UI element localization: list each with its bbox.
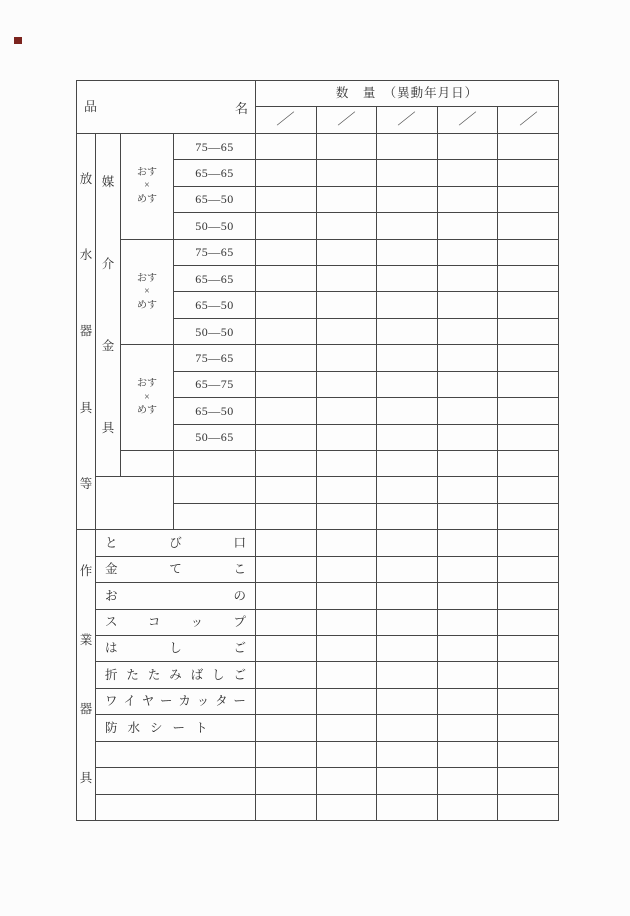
quantity-cell <box>256 636 317 662</box>
quantity-cell <box>498 689 559 715</box>
quantity-cell <box>438 610 499 636</box>
quantity-cell <box>438 795 499 821</box>
char: ワ <box>105 694 118 709</box>
char: ー <box>160 694 173 709</box>
char: 防 <box>105 720 118 735</box>
quantity-cell <box>377 160 438 186</box>
quantity-cell <box>377 266 438 292</box>
quantity-cell <box>317 768 378 794</box>
char: コ <box>147 615 161 630</box>
quantity-cell <box>498 266 559 292</box>
quantity-cell <box>498 240 559 266</box>
char: ッ <box>190 615 204 630</box>
size-cell: 75—65 <box>174 240 256 266</box>
char: 器 <box>79 702 93 717</box>
char: 具 <box>79 400 93 415</box>
quantity-cell <box>498 451 559 477</box>
tool-name-cell <box>96 795 256 821</box>
quantity-cell <box>256 240 317 266</box>
quantity-cell <box>256 689 317 715</box>
quantity-cell <box>377 530 438 556</box>
quantity-cell <box>498 557 559 583</box>
char: 媒 <box>101 174 115 189</box>
char: 水 <box>79 248 93 263</box>
quantity-cell <box>317 662 378 688</box>
char: 介 <box>101 256 115 271</box>
char: 具 <box>101 421 115 436</box>
char: こ <box>233 562 246 577</box>
tool-name-cell <box>96 583 256 609</box>
slash-mark: ／ <box>518 111 538 128</box>
etc-merged-cell <box>96 477 174 530</box>
char: み <box>169 667 182 682</box>
quantity-date-header: 数 量 （異動年月日） <box>256 81 559 107</box>
date-slash-cell <box>498 107 559 133</box>
quantity-cell <box>377 795 438 821</box>
char: 金 <box>105 562 118 577</box>
quantity-cell <box>256 134 317 160</box>
char: ご <box>233 667 246 682</box>
quantity-cell <box>438 134 499 160</box>
size-cell: 75—65 <box>174 134 256 160</box>
char: し <box>169 641 182 656</box>
tool-name-cell <box>96 768 256 794</box>
size-cell: 50—65 <box>174 425 256 451</box>
quantity-cell <box>498 504 559 530</box>
char: て <box>169 562 182 577</box>
tool-name-cell <box>96 530 256 556</box>
tool-name-cell <box>96 557 256 583</box>
quantity-cell <box>498 134 559 160</box>
char: 業 <box>79 633 93 648</box>
date-slash-cell <box>438 107 499 133</box>
quantity-cell <box>498 636 559 662</box>
quantity-cell <box>317 610 378 636</box>
male-female-coupling-label <box>121 240 174 346</box>
slash-mark: ／ <box>276 111 296 128</box>
char: ー <box>233 694 246 709</box>
quantity-cell <box>317 213 378 239</box>
quantity-cell <box>256 319 317 345</box>
quantity-cell <box>377 134 438 160</box>
equipment-inventory-table <box>76 80 559 821</box>
quantity-cell <box>377 768 438 794</box>
empty-size-cell <box>174 451 256 477</box>
char: イ <box>123 694 136 709</box>
page-corner-mark <box>14 37 22 44</box>
quantity-cell <box>438 292 499 318</box>
char: シ <box>150 720 163 735</box>
fitting-label <box>96 134 121 478</box>
quantity-cell <box>317 451 378 477</box>
quantity-cell <box>317 372 378 398</box>
quantity-cell <box>256 213 317 239</box>
coupling-line: おす <box>137 272 157 284</box>
item-name-header-cell <box>77 81 256 134</box>
tool-name-cell <box>96 689 256 715</box>
coupling-line: おす <box>137 378 157 390</box>
quantity-cell <box>498 187 559 213</box>
quantity-cell <box>256 372 317 398</box>
date-slash-cell <box>317 107 378 133</box>
quantity-cell <box>377 398 438 424</box>
quantity-cell <box>256 398 317 424</box>
char: ト <box>195 720 208 735</box>
quantity-cell <box>377 504 438 530</box>
quantity-cell <box>438 662 499 688</box>
quantity-cell <box>317 477 378 503</box>
quantity-cell <box>256 477 317 503</box>
quantity-cell <box>377 742 438 768</box>
tool-name-cell <box>96 715 256 741</box>
slash-mark: ／ <box>336 111 356 128</box>
quantity-cell <box>498 319 559 345</box>
coupling-line: × <box>144 286 150 298</box>
quantity-cell <box>317 187 378 213</box>
quantity-cell <box>498 160 559 186</box>
size-cell: 50—50 <box>174 213 256 239</box>
quantity-cell <box>377 662 438 688</box>
coupling-line: おす <box>137 166 157 178</box>
quantity-cell <box>438 715 499 741</box>
char: ヤ <box>141 694 155 709</box>
quantity-cell <box>317 583 378 609</box>
char: お <box>105 588 118 603</box>
quantity-cell <box>377 292 438 318</box>
quantity-cell <box>317 345 378 371</box>
quantity-cell <box>498 425 559 451</box>
coupling-line: めす <box>137 405 157 417</box>
coupling-line: × <box>144 180 150 192</box>
quantity-cell <box>377 583 438 609</box>
quantity-cell <box>317 504 378 530</box>
quantity-cell <box>377 345 438 371</box>
quantity-cell <box>438 530 499 556</box>
empty-size-cell <box>174 477 256 503</box>
quantity-cell <box>256 266 317 292</box>
quantity-cell <box>256 742 317 768</box>
size-cell: 65—75 <box>174 372 256 398</box>
quantity-cell <box>317 715 378 741</box>
quantity-cell <box>256 345 317 371</box>
quantity-cell <box>377 451 438 477</box>
char: ッ <box>196 694 210 709</box>
date-slash-cell <box>256 107 317 133</box>
quantity-cell <box>438 345 499 371</box>
quantity-cell <box>438 319 499 345</box>
size-cell: 65—50 <box>174 187 256 213</box>
size-cell: 65—65 <box>174 160 256 186</box>
coupling-line: × <box>144 391 150 403</box>
char: 作 <box>79 564 93 579</box>
char: 水 <box>127 720 141 735</box>
quantity-cell <box>438 504 499 530</box>
quantity-cell <box>317 636 378 662</box>
tool-name-cell <box>96 636 256 662</box>
quantity-cell <box>498 583 559 609</box>
quantity-cell <box>317 240 378 266</box>
quantity-cell <box>498 292 559 318</box>
quantity-cell <box>377 610 438 636</box>
quantity-cell <box>256 425 317 451</box>
char: 折 <box>105 667 118 682</box>
quantity-cell <box>438 372 499 398</box>
quantity-cell <box>498 742 559 768</box>
quantity-cell <box>317 795 378 821</box>
size-cell: 65—50 <box>174 398 256 424</box>
male-female-coupling-label <box>121 134 174 240</box>
quantity-cell <box>317 530 378 556</box>
char: は <box>105 641 118 656</box>
quantity-cell <box>498 345 559 371</box>
char: ご <box>233 641 246 656</box>
male-female-coupling-label <box>121 345 174 451</box>
quantity-cell <box>317 557 378 583</box>
char: 口 <box>233 535 246 550</box>
quantity-cell <box>498 398 559 424</box>
quantity-cell <box>317 319 378 345</box>
quantity-cell <box>438 689 499 715</box>
quantity-cell <box>498 768 559 794</box>
empty-coupling-cell <box>121 451 174 477</box>
quantity-cell <box>438 160 499 186</box>
tool-name-cell <box>96 610 256 636</box>
quantity-cell <box>438 451 499 477</box>
char: カ <box>178 694 191 709</box>
quantity-cell <box>438 557 499 583</box>
quantity-cell <box>498 715 559 741</box>
size-cell: 65—50 <box>174 292 256 318</box>
quantity-cell <box>438 583 499 609</box>
quantity-cell <box>438 636 499 662</box>
quantity-cell <box>498 610 559 636</box>
size-cell: 50—50 <box>174 319 256 345</box>
quantity-cell <box>256 662 317 688</box>
quantity-cell <box>256 768 317 794</box>
quantity-cell <box>377 187 438 213</box>
char: ス <box>105 615 118 630</box>
quantity-cell <box>377 689 438 715</box>
quantity-cell <box>438 398 499 424</box>
quantity-cell <box>377 372 438 398</box>
quantity-cell <box>377 557 438 583</box>
char: 放 <box>79 171 93 186</box>
quantity-cell <box>498 372 559 398</box>
char: び <box>169 535 182 550</box>
char: ば <box>190 667 204 682</box>
quantity-cell <box>317 689 378 715</box>
quantity-cell <box>256 530 317 556</box>
quantity-cell <box>498 795 559 821</box>
char: と <box>105 535 118 550</box>
quantity-cell <box>377 240 438 266</box>
quantity-cell <box>438 240 499 266</box>
quantity-cell <box>256 292 317 318</box>
quantity-cell <box>256 583 317 609</box>
char: の <box>233 588 246 603</box>
quantity-cell <box>438 477 499 503</box>
char: 等 <box>79 476 93 491</box>
size-cell: 75—65 <box>174 345 256 371</box>
quantity-cell <box>498 662 559 688</box>
quantity-cell <box>498 477 559 503</box>
char: し <box>212 667 225 682</box>
quantity-cell <box>256 160 317 186</box>
char: プ <box>233 615 246 630</box>
char: た <box>147 667 161 682</box>
work-tools-section-label <box>77 530 96 821</box>
quantity-cell <box>256 504 317 530</box>
quantity-cell <box>256 451 317 477</box>
quantity-cell <box>317 292 378 318</box>
quantity-cell <box>438 266 499 292</box>
char: ー <box>172 720 186 735</box>
char: 具 <box>79 771 93 786</box>
quantity-cell <box>498 530 559 556</box>
item-name-header-right: 名 <box>234 101 248 117</box>
quantity-cell <box>317 134 378 160</box>
quantity-cell <box>256 610 317 636</box>
quantity-cell <box>377 636 438 662</box>
char: た <box>126 667 139 682</box>
quantity-cell <box>438 213 499 239</box>
quantity-cell <box>377 477 438 503</box>
quantity-cell <box>377 425 438 451</box>
coupling-line: めす <box>137 299 157 311</box>
quantity-cell <box>256 557 317 583</box>
quantity-cell <box>256 715 317 741</box>
quantity-cell <box>377 213 438 239</box>
quantity-cell <box>256 187 317 213</box>
quantity-cell <box>377 715 438 741</box>
empty-size-cell <box>174 504 256 530</box>
char: 金 <box>101 338 115 353</box>
quantity-cell <box>377 319 438 345</box>
char: 器 <box>79 324 93 339</box>
quantity-cell <box>256 795 317 821</box>
quantity-cell <box>498 213 559 239</box>
item-name-header-left: 品 <box>84 99 98 115</box>
size-cell: 65—65 <box>174 266 256 292</box>
quantity-cell <box>317 266 378 292</box>
tool-name-cell <box>96 662 256 688</box>
slash-mark: ／ <box>458 111 477 128</box>
quantity-cell <box>317 742 378 768</box>
quantity-cell <box>438 425 499 451</box>
tool-name-cell <box>96 742 256 768</box>
char: タ <box>215 694 228 709</box>
discharge-equipment-section-label <box>77 134 96 530</box>
slash-mark: ／ <box>397 111 417 128</box>
quantity-cell <box>438 742 499 768</box>
quantity-cell <box>317 398 378 424</box>
coupling-line: めす <box>137 193 157 205</box>
quantity-cell <box>438 768 499 794</box>
quantity-cell <box>317 425 378 451</box>
quantity-cell <box>317 160 378 186</box>
date-slash-cell <box>377 107 438 133</box>
quantity-cell <box>438 187 499 213</box>
